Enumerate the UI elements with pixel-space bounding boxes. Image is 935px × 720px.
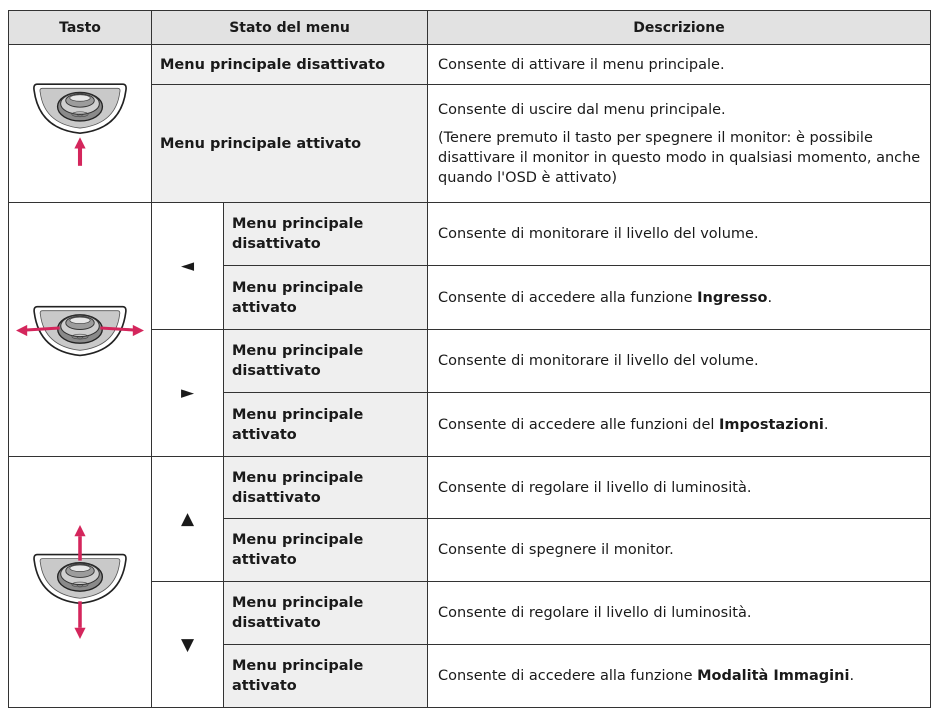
direction-cell [152, 330, 224, 457]
menu-state: Menu principale attivato [224, 519, 428, 582]
joystick-left-right-icon [14, 294, 146, 366]
table-row [9, 45, 931, 85]
header-row [9, 11, 931, 45]
down-arrow-icon: ▼ [180, 634, 195, 655]
menu-state: Menu principale disattivato [224, 330, 428, 393]
description-punct: . [849, 668, 855, 684]
key-cell [9, 45, 152, 203]
menu-state: Menu principale disattivato [224, 582, 428, 645]
description-punct: . [823, 416, 829, 433]
description-bold: Ingresso [697, 289, 768, 306]
description: Consente di regolare il livello di luminosità. [428, 457, 931, 519]
description [428, 393, 931, 457]
description: Consente di spegnere il monitor. [428, 519, 931, 582]
description [428, 85, 931, 203]
description-text: Consente di accedere alla funzione [438, 668, 698, 684]
description: Consente di regolare il livello di luminosità. [428, 582, 931, 645]
description: Consente di attivare il menu principale. [428, 45, 931, 85]
right-arrow-icon: ► [180, 383, 195, 403]
menu-state: Menu principale disattivato [224, 457, 428, 519]
menu-state: Menu principale disattivato [224, 203, 428, 266]
description-bold: Impostazioni [719, 416, 824, 433]
description [428, 266, 931, 330]
key-cell [9, 203, 152, 457]
description-note: (Tenere premuto il tasto per spegnere il monitor: è possibile disattivare il monitor in questo modo in qualsiasi momento, anche quando l'OSD è attivato) [438, 129, 921, 186]
description-bold: Modalità Immagini [697, 668, 850, 684]
table-row [9, 457, 931, 519]
menu-state: Menu principale attivato [224, 645, 428, 708]
key-cell [9, 457, 152, 708]
joystick-up-down-icon [29, 522, 131, 642]
description-text: Consente di accedere alle funzioni del [438, 416, 720, 433]
joystick-functions-table [8, 10, 931, 708]
menu-state: Menu principale attivato [152, 85, 428, 203]
description-text: Consente di uscire dal menu principale. [438, 101, 726, 118]
menu-state: Menu principale attivato [224, 393, 428, 457]
direction-cell [152, 457, 224, 582]
description: Consente di monitorare il livello del volume. [428, 330, 931, 393]
menu-state: Menu principale disattivato [152, 45, 428, 85]
direction-cell [152, 582, 224, 708]
header-tasto: Tasto [9, 11, 152, 45]
menu-state: Menu principale attivato [224, 266, 428, 330]
description: Consente di monitorare il livello del volume. [428, 203, 931, 266]
up-arrow-icon: ▲ [180, 509, 195, 529]
header-stato: Stato del menu [152, 11, 428, 45]
description [428, 645, 931, 708]
table-row [9, 203, 931, 266]
header-descrizione: Descrizione [428, 11, 931, 45]
left-arrow-icon: ◄ [180, 256, 195, 276]
direction-cell [152, 203, 224, 330]
description-text: Consente di accedere alla funzione [438, 289, 698, 306]
description-punct: . [767, 289, 773, 306]
joystick-press-up-icon [29, 76, 131, 172]
